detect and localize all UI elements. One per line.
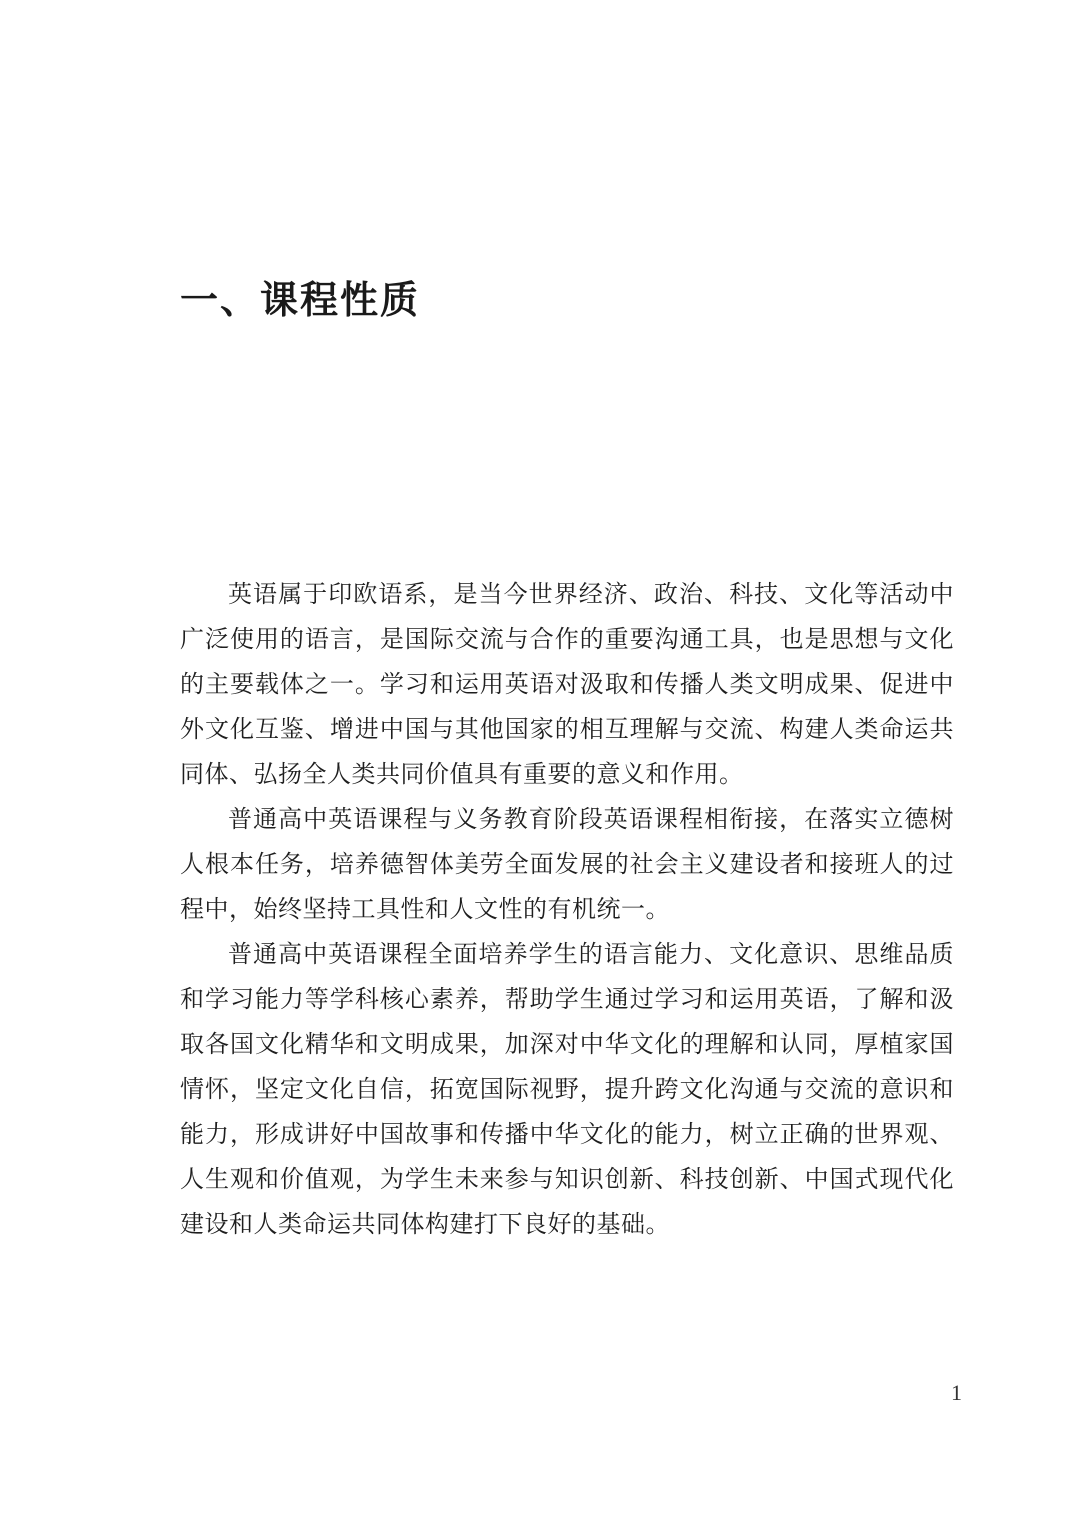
body-text bbox=[180, 572, 954, 1247]
section-heading: 一、课程性质 bbox=[180, 278, 421, 322]
paragraph-1: 英语属于印欧语系，是当今世界经济、政治、科技、文化等活动中广泛使用的语言，是国际交流与合作的重要沟通工具，也是思想与文化的主要载体之一。学习和运用英语对汲取和传播人类文明成果、促进中外文化互鉴、增进中国与其他国家的相互理解与交流、构建人类命运共同体、弘扬全人类共同价值具有重要的意义和作用。 bbox=[180, 580, 954, 788]
page-number: 1 bbox=[951, 1380, 962, 1405]
paragraph-2: 普通高中英语课程与义务教育阶段英语课程相衔接，在落实立德树人根本任务，培养德智体美劳全面发展的社会主义建设者和接班人的过程中，始终坚持工具性和人文性的有机统一。 bbox=[180, 805, 954, 923]
paragraph-3: 普通高中英语课程全面培养学生的语言能力、文化意识、思维品质和学习能力等学科核心素养，帮助学生通过学习和运用英语，了解和汲取各国文化精华和文明成果，加深对中华文化的理解和认同，厚植家国情怀，坚定文化自信，拓宽国际视野，提升跨文化沟通与交流的意识和能力，形成讲好中国故事和传播中华文化的能力，树立正确的世界观、人生观和价值观，为学生未来参与知识创新、科技创新、中国式现代化建设和人类命运共同体构建打下良好的基础。 bbox=[180, 940, 954, 1238]
